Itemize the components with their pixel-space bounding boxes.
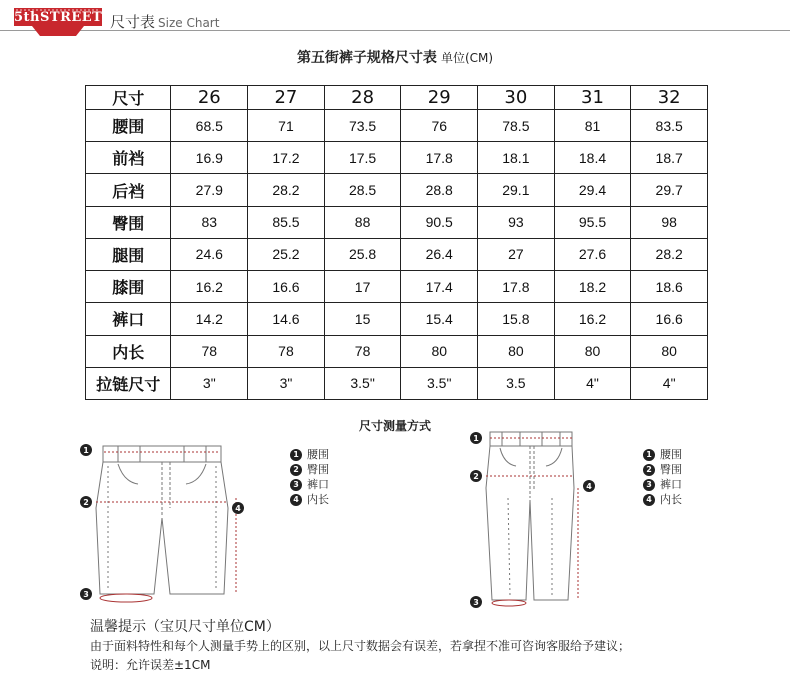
marker-label: 3 [83,590,89,599]
header-title-en: Size Chart [158,16,220,30]
table-cell: 3.5" [324,367,401,399]
marker-label: 1 [83,446,89,455]
table-cell: 17.2 [248,142,325,174]
table-cell: 4" [631,367,708,399]
table-cell: 83 [171,206,248,238]
measure-title: 尺寸测量方式 [358,419,431,433]
table-cell: 18.2 [554,271,631,303]
marker-label: 4 [586,482,592,491]
table-cell: 16.9 [171,142,248,174]
table-cell: 25.2 [248,238,325,270]
legend-label: 臀围 [660,463,682,476]
table-cell: 78.5 [478,110,555,142]
legend-badge: 3 [643,479,655,491]
table-cell: 71 [248,110,325,142]
table-cell: 3" [248,367,325,399]
legend-label: 腰围 [307,448,329,461]
marker-label: 2 [473,472,479,481]
table-cell: 3" [171,367,248,399]
table-cell: 85.5 [248,206,325,238]
table-cell: 17 [324,271,401,303]
table-cell: 18.7 [631,142,708,174]
legend-badge: 1 [290,449,302,461]
table-cell: 16.6 [631,303,708,335]
table-corner: 尺寸 [86,86,171,110]
table-cell: 14.2 [171,303,248,335]
row-label: 后裆 [86,174,171,206]
table-cell: 4" [554,367,631,399]
row-label: 膝围 [86,271,171,303]
table-cell: 17.8 [478,271,555,303]
table-cell: 27 [478,238,555,270]
size-header-row [86,86,708,110]
legend-right [643,447,682,507]
legend-badge: 4 [643,494,655,506]
table-cell: 98 [631,206,708,238]
header-title-cn: 尺寸表 [110,13,156,31]
table-cell: 73.5 [324,110,401,142]
table-row [86,206,708,238]
shorts-diagram-icon [78,438,258,610]
table-cell: 15.8 [478,303,555,335]
size-header-cell: 27 [248,86,325,110]
table-cell: 76 [401,110,478,142]
row-label: 内长 [86,335,171,367]
table-cell: 78 [248,335,325,367]
table-unit: 单位(CM) [440,51,494,65]
page-header [0,0,790,44]
legend-badge: 2 [643,464,655,476]
table-cell: 18.1 [478,142,555,174]
table-cell: 28.5 [324,174,401,206]
legend-left [290,447,329,507]
table-cell: 78 [171,335,248,367]
tips-line-1: 由于面料特性和每个人测量手势上的区别，以上尺寸数据会有误差，若拿捏不准可咨询客服给予建议； [90,639,631,653]
tips-section [90,618,630,675]
header-title [110,11,219,32]
table-cell: 15.4 [401,303,478,335]
size-header-cell: 30 [478,86,555,110]
tips-title: 温馨提示（宝贝尺寸单位CM） [90,619,280,635]
table-cell: 27.9 [171,174,248,206]
table-cell: 80 [631,335,708,367]
table-cell: 17.5 [324,142,401,174]
table-row [86,303,708,335]
table-cell: 29.1 [478,174,555,206]
table-row [86,367,708,399]
table-cell: 25.8 [324,238,401,270]
table-cell: 78 [324,335,401,367]
table-cell: 16.6 [248,271,325,303]
table-cell: 16.2 [554,303,631,335]
legend-badge: 4 [290,494,302,506]
table-cell: 3.5" [401,367,478,399]
table-cell: 27.6 [554,238,631,270]
size-table [85,85,708,400]
size-header-cell: 31 [554,86,631,110]
brand-logo [14,6,102,38]
table-cell: 24.6 [171,238,248,270]
table-row [86,174,708,206]
table-cell: 16.2 [171,271,248,303]
marker-label: 1 [473,434,479,443]
row-label: 裤口 [86,303,171,335]
table-row [86,142,708,174]
table-cell: 29.4 [554,174,631,206]
table-cell: 17.8 [401,142,478,174]
table-cell: 80 [478,335,555,367]
legend-badge: 3 [290,479,302,491]
table-row [86,238,708,270]
logo-text: 5thSTREET [14,10,103,25]
row-label: 腰围 [86,110,171,142]
legend-item [643,492,682,507]
legend-label: 内长 [660,493,682,506]
legend-item [290,447,329,462]
legend-label: 内长 [307,493,329,506]
table-cell: 18.6 [631,271,708,303]
table-cell: 83.5 [631,110,708,142]
size-header-cell: 26 [171,86,248,110]
table-cell: 15 [324,303,401,335]
row-label: 前裆 [86,142,171,174]
table-cell: 90.5 [401,206,478,238]
legend-label: 裤口 [660,478,682,491]
marker-label: 2 [83,498,89,507]
table-cell: 68.5 [171,110,248,142]
legend-item [290,492,329,507]
legend-label: 臀围 [307,463,329,476]
size-header-cell: 29 [401,86,478,110]
table-cell: 80 [401,335,478,367]
legend-label: 腰围 [660,448,682,461]
row-label: 拉链尺寸 [86,367,171,399]
table-row [86,335,708,367]
legend-badge: 2 [290,464,302,476]
table-cell: 28.2 [631,238,708,270]
table-cell: 95.5 [554,206,631,238]
row-label: 腿围 [86,238,171,270]
legend-item [643,447,682,462]
table-cell: 3.5 [478,367,555,399]
size-header-cell: 32 [631,86,708,110]
table-cell: 80 [554,335,631,367]
table-row [86,271,708,303]
table-row [86,110,708,142]
marker-label: 3 [473,598,479,607]
marker-label: 4 [235,504,241,513]
legend-item [643,477,682,492]
size-header-cell: 28 [324,86,401,110]
table-title [0,47,790,67]
table-title-text: 第五街裤子规格尺寸表 [296,50,437,66]
table-cell: 17.4 [401,271,478,303]
trousers-diagram-icon [468,428,598,612]
table-cell: 81 [554,110,631,142]
table-cell: 28.2 [248,174,325,206]
legend-item [290,462,329,477]
table-cell: 88 [324,206,401,238]
table-cell: 14.6 [248,303,325,335]
legend-item [290,477,329,492]
table-cell: 26.4 [401,238,478,270]
legend-label: 裤口 [307,478,329,491]
tips-line-2: 说明：允许误差±1CM [90,658,211,672]
legend-badge: 1 [643,449,655,461]
row-label: 臀围 [86,206,171,238]
table-cell: 28.8 [401,174,478,206]
table-cell: 93 [478,206,555,238]
legend-item [643,462,682,477]
table-cell: 29.7 [631,174,708,206]
table-cell: 18.4 [554,142,631,174]
